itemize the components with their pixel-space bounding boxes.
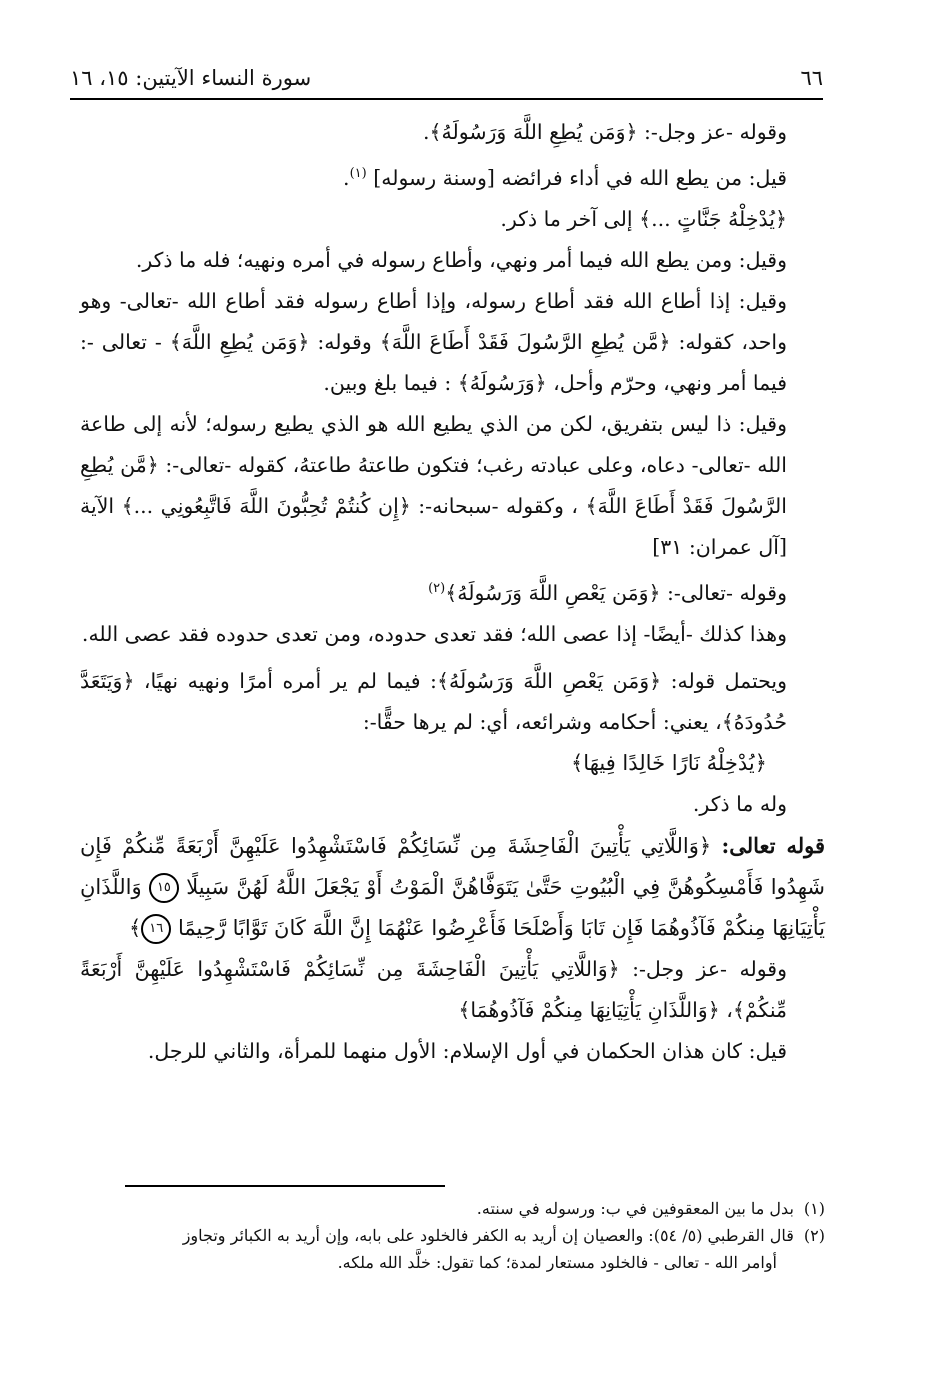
- footnote-number: (٢): [803, 1226, 825, 1245]
- quran-quote: ﴿يُدْخِلْهُ نَارًا خَالِدًا فِيهَا﴾: [570, 750, 767, 775]
- paragraph: وقيل: إذا أطاع الله فقد أطاع رسوله، وإذا أطاع رسوله فقد أطاع الله -تعالى- وهو واحد، كقوله: ﴿مَّن يُطِعِ الرَّسُولَ فَقَدْ أَطَاعَ اللَّهَ﴾ وقوله: ﴿وَمَن يُطِعِ اللَّهَ﴾ - تعالى -: فيما أمر ونهي، وحرّم وأحل، ﴿وَرَسُولَهُ﴾ : فيما بلغ وبين.: [80, 288, 787, 395]
- verse-block: [80, 825, 825, 949]
- paragraph: قيل: كان هذان الحكمان في أول الإسلام: الأول منهما للمرأة، والثاني للرجل.: [147, 1038, 787, 1063]
- paragraph: وقيل: ذا ليس بتفريق، لكن من الذي يطيع الله هو الذي يطيع رسوله؛ لأنه إلى طاعة الله -تعالى- دعاه، وعلى عبادته رغب؛ فتكون طاعتهُ طاعتهُ، كقوله -تعالى-: ﴿مَّن يُطِعِ الرَّسُولَ فَقَدْ أَطَاعَ اللَّهَ﴾ ، وكقوله -سبحانه-: ﴿إِن كُنتُمْ تُحِبُّونَ اللَّهَ فَاتَّبِعُونِي ...﴾ الآية [آل عمران: ٣١]: [80, 411, 787, 559]
- running-title: سورة النساء الآيتين: ١٥، ١٦: [70, 66, 312, 90]
- footnote-divider: [125, 1185, 445, 1187]
- paragraph-text: وقوله -تعالى-: ﴿وَمَن يَعْصِ اللَّهَ وَرَسُولَهُ﴾: [445, 580, 787, 605]
- footnotes: [80, 1195, 825, 1276]
- paragraph: ﴿يُدْخِلْهُ جَنَّاتٍ ...﴾ إلى آخر ما ذكر.: [500, 206, 787, 231]
- footnote: [80, 1195, 825, 1222]
- verse-bracket: ﴾: [128, 915, 142, 940]
- page-header: [70, 58, 823, 100]
- footnote-text: بدل ما بين المعقوفين في ب: ورسوله في سنته.: [476, 1199, 794, 1218]
- paragraph: وقوله -عز وجل-: ﴿وَمَن يُطِعِ اللَّهَ وَرَسُولَهُ﴾.: [422, 120, 787, 144]
- verse-text: ﴿وَاللَّاتِي يَأْتِينَ الْفَاحِشَةَ مِن نِّسَائِكُمْ فَاسْتَشْهِدُوا عَلَيْهِنَّ أَرْبَعَةً مِّنكُمْ فَإِن شَهِدُوا فَأَمْسِكُوهُنَّ فِي الْبُيُوتِ حَتَّىٰ يَتَوَفَّاهُنَّ الْمَوْتُ أَوْ يَجْعَلَ اللَّهُ لَهُنَّ سَبِيلًا: [80, 833, 825, 899]
- paragraph: وله ما ذكر.: [692, 791, 787, 816]
- ayah-number-icon: ١٥: [149, 873, 179, 903]
- paragraph: [80, 153, 825, 199]
- ayah-number-icon: ١٦: [141, 914, 171, 944]
- page-number: ٦٦: [800, 66, 823, 90]
- footnote-number: (١): [803, 1199, 825, 1218]
- paragraph: [80, 568, 825, 614]
- paragraph-text: قيل: من يطع الله في أداء فرائضه [وسنة رسوله]: [373, 165, 787, 190]
- footnote: [80, 1222, 825, 1249]
- footnote-continuation: أوامر الله - تعالى - فالخلود مستعار لمدة؛ كما تقول: خلَّد الله ملكه.: [337, 1253, 777, 1272]
- verse-text: وَاللَّذَانِ يَأْتِيَانِهَا مِنكُمْ فَآذُوهُمَا فَإِن تَابَا وَأَصْلَحَا فَأَعْرِضُوا عَنْهُمَا إِنَّ اللَّهَ كَانَ تَوَّابًا رَّحِيمًا: [80, 874, 825, 940]
- paragraph: وقوله -عز وجل-: ﴿وَاللَّاتِي يَأْتِينَ الْفَاحِشَةَ مِن نِّسَائِكُمْ فَاسْتَشْهِدُوا عَلَيْهِنَّ أَرْبَعَةً مِّنكُمْ﴾، ﴿وَاللَّذَانِ يَأْتِيَانِهَا مِنكُمْ فَآذُوهُمَا﴾: [80, 956, 787, 1022]
- paragraph-text: .: [343, 165, 350, 190]
- main-text: [80, 112, 825, 1072]
- paragraph: وهذا كذلك -أيضًا- إذا عصى الله؛ فقد تعدى حدوده، ومن تعدى حدوده فقد عصى الله.: [81, 621, 787, 646]
- paragraph: ويحتمل قوله: ﴿وَمَن يَعْصِ اللَّهَ وَرَسُولَهُ﴾: فيما لم ير أمره أمرًا ونهيه نهيًا، ﴿وَيَتَعَدَّ حُدُودَهُ﴾، يعني: أحكامه وشرائعه، أي: لم يرها حقًّا-:: [80, 668, 787, 734]
- footnote-ref[interactable]: (١): [349, 166, 367, 181]
- footnote-text: قال القرطبي (٥/ ٥٤): والعصيان إن أريد به الكفر فالخلود على بابه، وإن أريد به الكبائر وتجاوز: [182, 1226, 794, 1245]
- verse-label: قوله تعالى:: [721, 832, 825, 858]
- footnote-ref[interactable]: (٢): [428, 580, 446, 596]
- paragraph: وقيل: ومن يطع الله فيما أمر ونهي، وأطاع رسوله في أمره ونهيه؛ فله ما ذكر.: [135, 247, 787, 272]
